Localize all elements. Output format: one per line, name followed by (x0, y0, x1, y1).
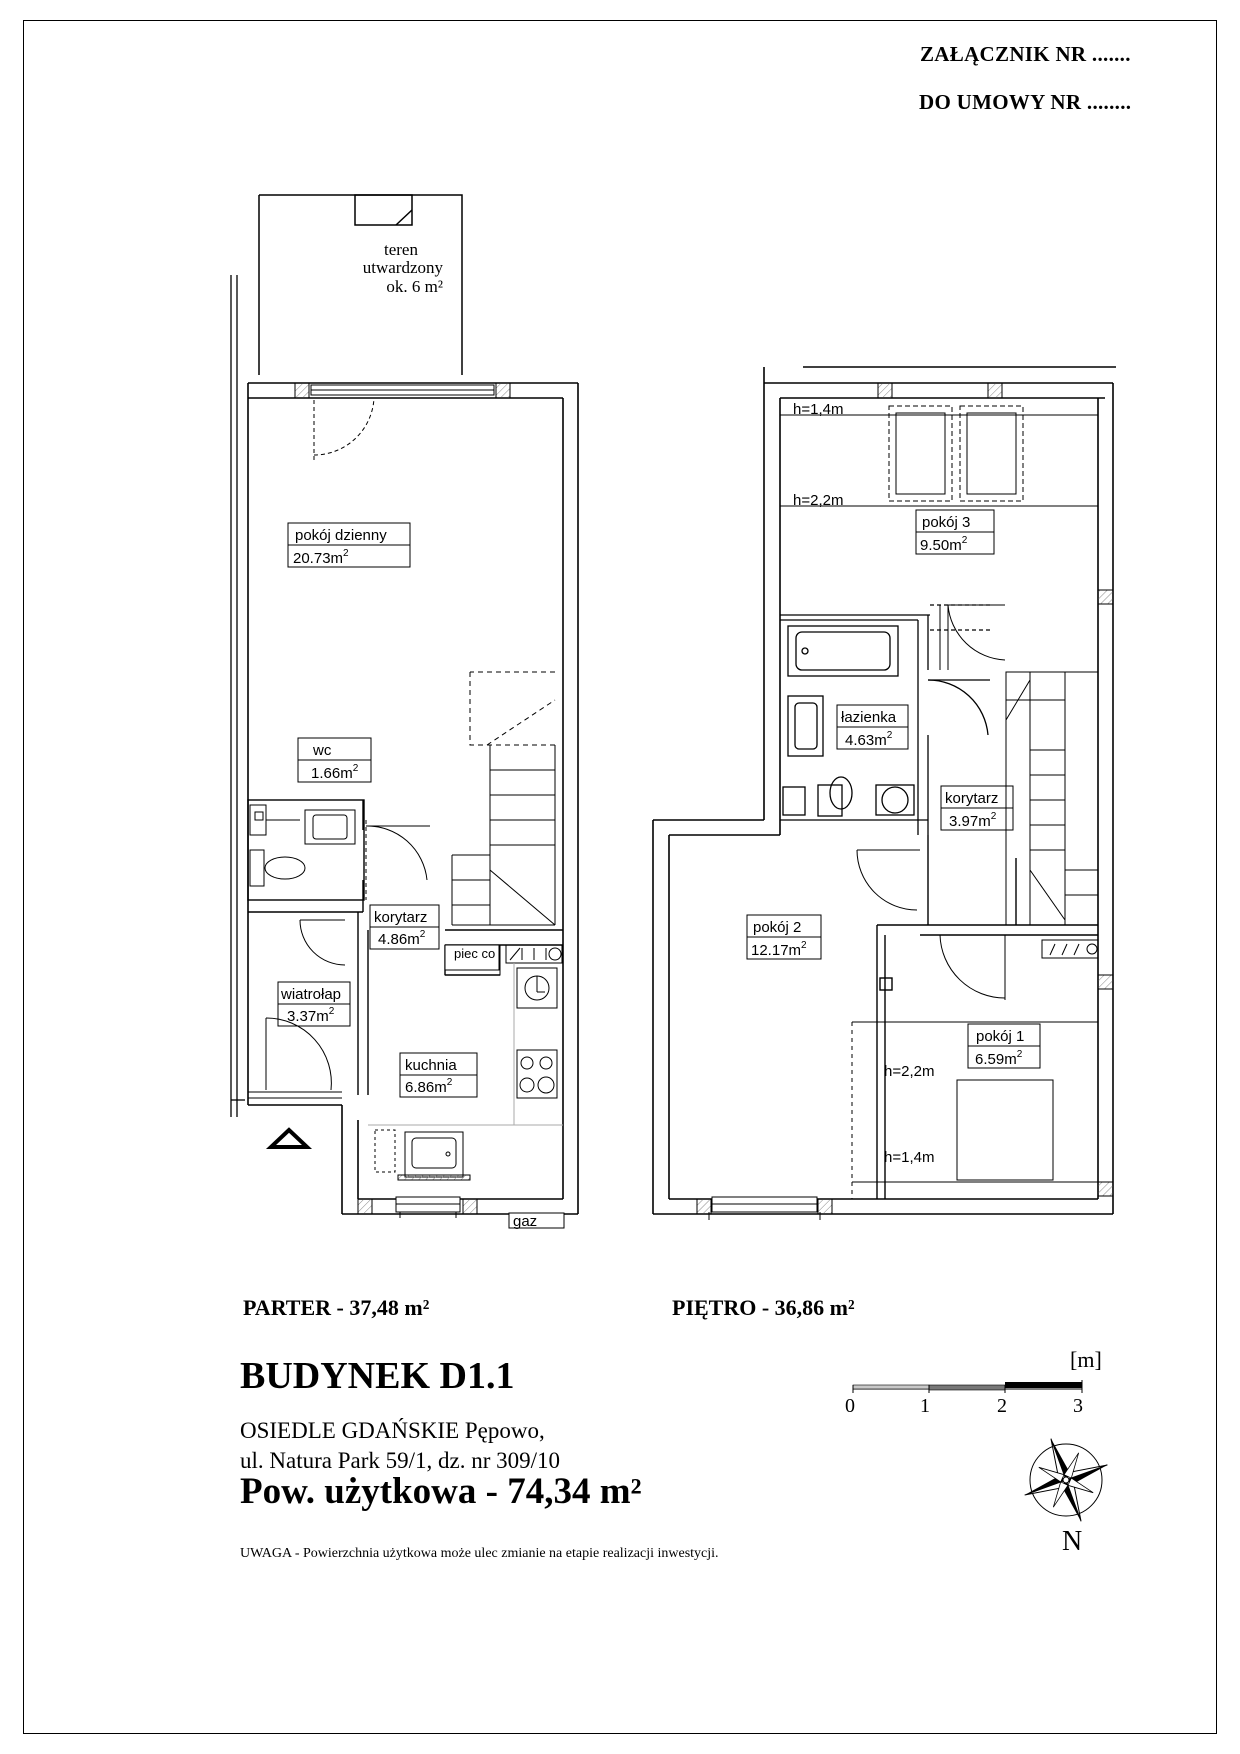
boiler-label: piec co (454, 946, 496, 961)
terrace-label-2: utwardzony (362, 258, 443, 277)
upper-floor-plan (653, 367, 1116, 1220)
room-name-living: pokój dzienny (295, 527, 387, 544)
scale-unit: [m] (1070, 1347, 1102, 1372)
north-label: N (1062, 1526, 1083, 1557)
svg-text:6.86m2: $6.86m^2$ (405, 1077, 453, 1096)
scale-tick-0: 0 (845, 1395, 855, 1417)
room-area-living: 20.73 (293, 550, 331, 567)
room-area-corridor: 4.86 (378, 931, 408, 948)
scale-tick-1: 1 (920, 1395, 930, 1417)
ground-floor-plan (231, 195, 578, 1230)
address-line-2: ul. Natura Park 59/1, dz. nr 309/10 (240, 1448, 561, 1473)
room-area-vestibule: 3.37 (287, 1008, 317, 1025)
terrace-label-1: teren (384, 240, 418, 259)
svg-text:1.66m2: $1.66m^2$ (311, 763, 359, 782)
room-name-bathroom: łazienka (841, 709, 897, 726)
room-area-upper-corridor: 3.97 (949, 813, 979, 830)
height-top-1: h=1,4m (793, 401, 844, 418)
kitchen-fixtures (368, 945, 563, 1180)
svg-text:4.86m2: $4.86m^2$ (378, 929, 426, 948)
room-name-upper-corridor: korytarz (945, 790, 999, 807)
entrance-marker (271, 1130, 307, 1147)
scale-bar (853, 1380, 1082, 1393)
scale-tick-2: 2 (997, 1395, 1007, 1417)
room-name-kitchen: kuchnia (405, 1057, 457, 1074)
svg-text:3.37m2: $3.37m^2$ (287, 1006, 335, 1025)
room-name-room1: pokój 1 (976, 1028, 1025, 1045)
room-area-wc: 1.66 (311, 765, 341, 782)
svg-text:3.97m2: $3.97m^2$ (949, 811, 997, 830)
svg-text:12.17m2: $12.17m^2$ (751, 940, 807, 959)
room-area-kitchen: 6.86 (405, 1079, 435, 1096)
upper-stairs (1006, 672, 1098, 925)
disclaimer-note: UWAGA - Powierzchnia użytkowa może ulec zmianie na etapie realizacji inwestycji. (240, 1546, 719, 1561)
room-area-bathroom: 4.63 (845, 732, 875, 749)
wc-fixtures (250, 805, 430, 900)
door-room3 (940, 605, 1005, 670)
svg-text:6.59m2: $6.59m^2$ (975, 1049, 1023, 1068)
room-name-wc: wc (313, 742, 332, 759)
radiator-panel (1042, 940, 1098, 958)
height-bottom-2: h=1,4m (884, 1149, 935, 1166)
building-name: BUDYNEK D1.1 (240, 1355, 515, 1397)
upper-room-labels (747, 401, 1040, 1166)
upper-window (697, 1197, 832, 1220)
ground-floor-label: PARTER - 37,48 m² (243, 1295, 430, 1320)
address-line-1: OSIEDLE GDAŃSKIE Pępowo, (240, 1418, 545, 1443)
terrace-label-3: ok. 6 m² (386, 277, 443, 296)
gas-label: gaz (513, 1213, 538, 1230)
side-wall-left (231, 275, 245, 1117)
attachment-number: ZAŁĄCZNIK NR ....... (920, 42, 1131, 66)
room-name-vestibule: wiatrołap (281, 986, 342, 1003)
upper-floor-label: PIĘTRO - 36,86 m² (672, 1295, 855, 1320)
room-area-room2: 12.17 (751, 942, 789, 959)
svg-text:4.63m2: $4.63m^2$ (845, 730, 893, 749)
height-bottom-1: h=2,2m (884, 1063, 935, 1080)
svg-text:9.50m2: $9.50m^2$ (920, 535, 968, 554)
room-area-room1: 6.59 (975, 1051, 1005, 1068)
contract-number: DO UMOWY NR ........ (919, 90, 1132, 114)
room-area-room3: 9.50 (920, 537, 950, 554)
height-top-2: h=2,2m (793, 492, 844, 509)
ground-stairs (452, 672, 555, 925)
svg-text:20.73m2: $20.73m^2$ (293, 548, 349, 567)
compass-rose (1010, 1424, 1123, 1557)
scale-tick-3: 3 (1073, 1395, 1083, 1417)
usable-area: Pow. użytkowa - 74,34 m² (240, 1471, 642, 1512)
room-name-corridor: korytarz (374, 909, 428, 926)
terrace-door (295, 383, 510, 460)
room-name-room2: pokój 2 (753, 919, 802, 936)
room-name-room3: pokój 3 (922, 514, 971, 531)
